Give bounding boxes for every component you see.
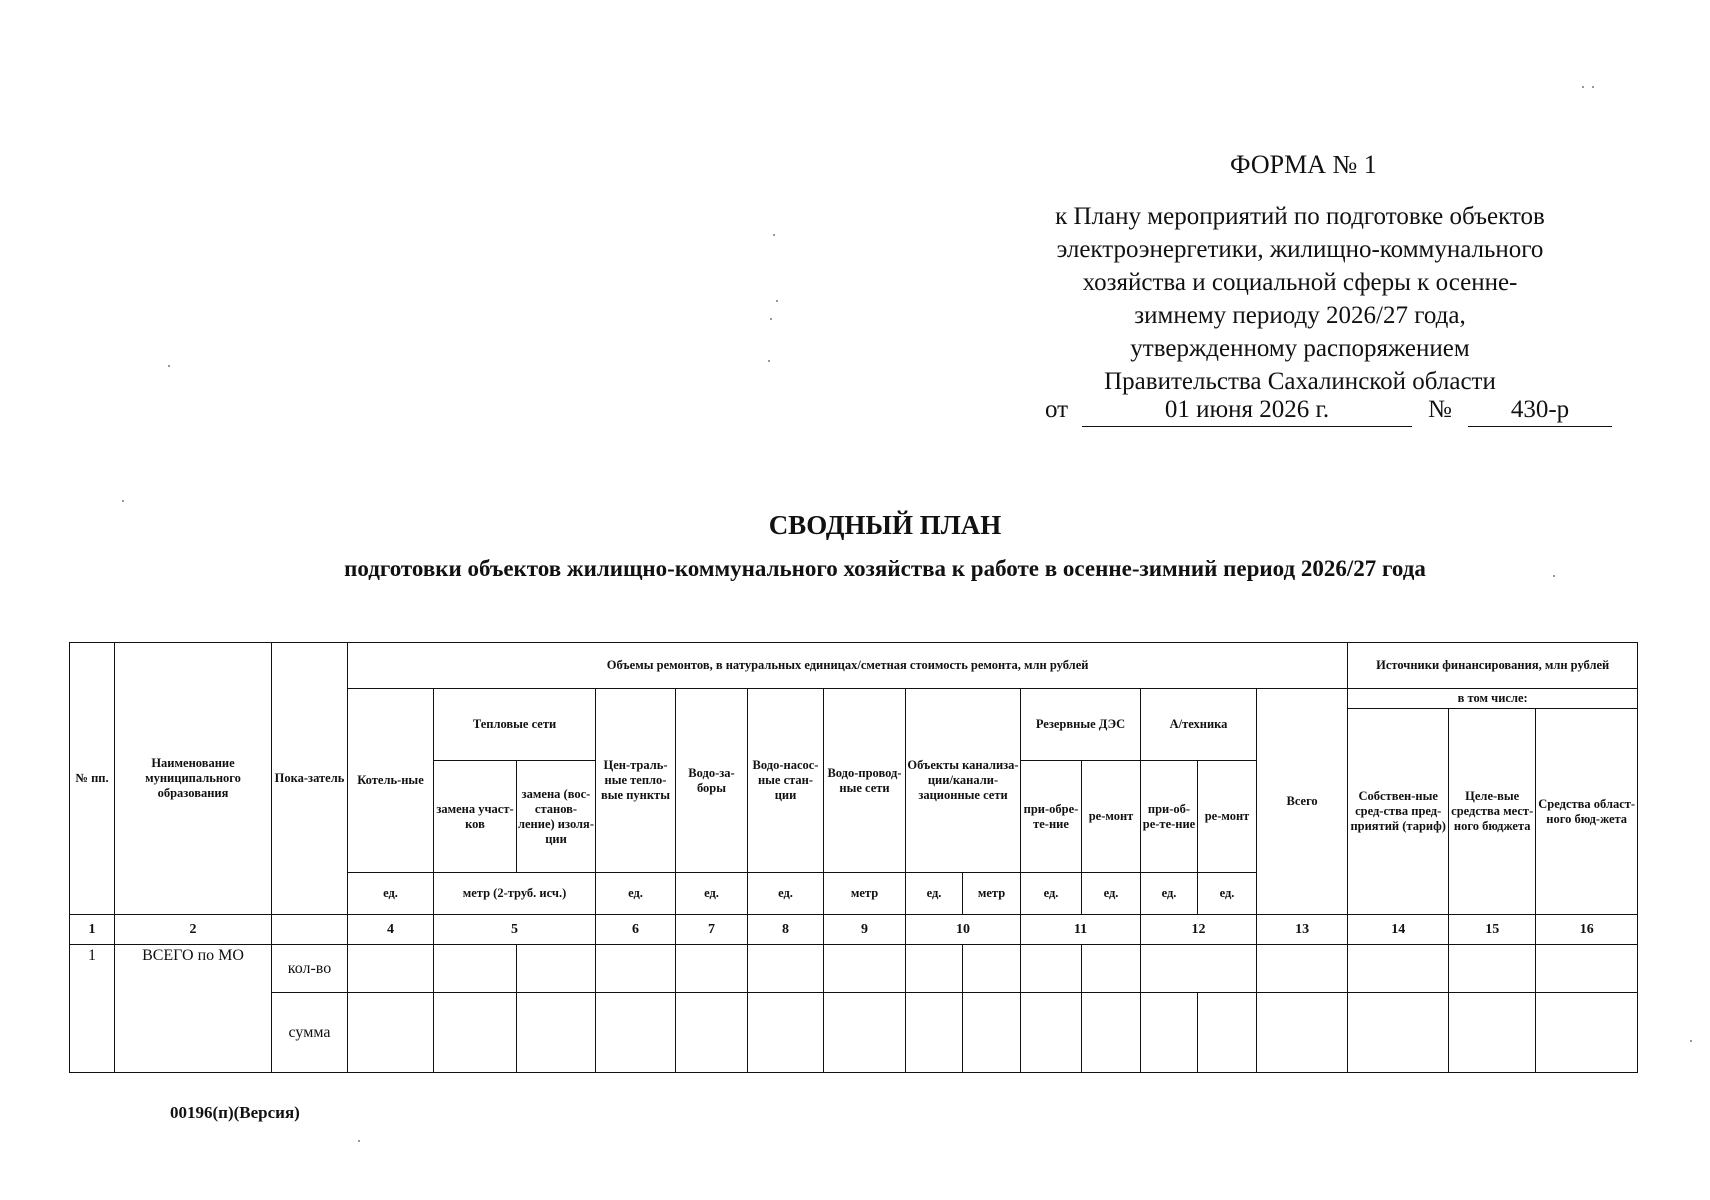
header-including: в том числе: bbox=[1348, 689, 1638, 709]
scan-speck bbox=[358, 1140, 360, 1142]
data-cell bbox=[1021, 993, 1082, 1073]
data-cell bbox=[517, 945, 596, 993]
unit-sewer-objects: ед. bbox=[906, 873, 963, 915]
header-municipality: Наименование муниципального образования bbox=[115, 643, 272, 915]
number-prefix: № bbox=[1428, 396, 1452, 423]
column-number: 11 bbox=[1021, 915, 1141, 945]
data-cell bbox=[1198, 993, 1257, 1073]
header-boilers: Котель-ные bbox=[348, 689, 434, 873]
column-number: 1 bbox=[70, 915, 115, 945]
column-number: 4 bbox=[348, 915, 434, 945]
data-cell bbox=[963, 945, 1021, 993]
data-cell bbox=[1082, 993, 1141, 1073]
form-code: 00196(п)(Версия) bbox=[170, 1103, 300, 1122]
unit-vehicles-acquisition: ед. bbox=[1141, 873, 1198, 915]
column-number: 16 bbox=[1536, 915, 1638, 945]
header-reserve-dpp: Резервные ДЭС bbox=[1021, 689, 1141, 761]
approval-text bbox=[1020, 200, 1580, 398]
data-cell bbox=[824, 993, 906, 1073]
summary-plan-table bbox=[69, 642, 1638, 1073]
header-pump-stations: Водо-насос-ные стан-ции bbox=[748, 689, 824, 873]
data-cell bbox=[1257, 945, 1348, 993]
header-no: № пп. bbox=[70, 643, 115, 915]
column-number: 7 bbox=[676, 915, 748, 945]
data-cell bbox=[1449, 993, 1536, 1073]
unit-water-networks: метр bbox=[824, 873, 906, 915]
header-regional-budget: Средства област-ного бюд-жета bbox=[1536, 709, 1638, 915]
data-cell bbox=[1082, 945, 1141, 993]
document-title: СВОДНЫЙ ПЛАН bbox=[768, 510, 1002, 540]
approval-line: зимнему периоду 2026/27 года, bbox=[1134, 302, 1466, 329]
approval-line: хозяйства и социальной сферы к осенне- bbox=[1082, 269, 1518, 296]
column-number: 13 bbox=[1257, 915, 1348, 945]
header-own-funds: Собствен-ные сред-ства пред-приятий (тариф) bbox=[1348, 709, 1449, 915]
unit-boilers: ед. bbox=[348, 873, 434, 915]
header-vehicles-repair: ре-монт bbox=[1198, 761, 1257, 873]
scan-speck bbox=[770, 318, 772, 320]
scan-speck bbox=[768, 360, 770, 362]
data-cell bbox=[1348, 945, 1449, 993]
indicator-quantity: кол-во bbox=[272, 945, 348, 993]
data-cell bbox=[517, 993, 596, 1073]
header-water-networks: Водо-провод-ные сети bbox=[824, 689, 906, 873]
order-number: 430-р bbox=[1468, 396, 1612, 427]
data-cell bbox=[596, 993, 676, 1073]
date-prefix: от bbox=[1045, 396, 1069, 423]
data-cell bbox=[1257, 993, 1348, 1073]
header-indicator: Пока-затель bbox=[272, 643, 348, 915]
scan-speck bbox=[168, 365, 170, 367]
scan-speck bbox=[776, 300, 778, 302]
header-local-budget: Целе-вые средства мест-ного бюджета bbox=[1449, 709, 1536, 915]
data-cell bbox=[676, 945, 748, 993]
approval-line: утвержденному распоряжением bbox=[1130, 335, 1470, 362]
header-vehicles: А/техника bbox=[1141, 689, 1257, 761]
approval-line: Правительства Сахалинской области bbox=[1104, 368, 1496, 395]
scan-speck bbox=[1582, 86, 1584, 88]
header-sewer-objects: Объекты канализа-ции/канали-зационные сети bbox=[906, 689, 1021, 873]
header-dpp-acquisition: при-обре-те-ние bbox=[1021, 761, 1082, 873]
header-total: Всего bbox=[1257, 689, 1348, 915]
data-cell bbox=[1141, 945, 1257, 993]
scan-speck bbox=[1592, 86, 1594, 88]
indicator-sum: сумма bbox=[272, 993, 348, 1073]
data-cell bbox=[963, 993, 1021, 1073]
data-cell bbox=[348, 993, 434, 1073]
header-vehicles-acquisition: при-об-ре-те-ние bbox=[1141, 761, 1198, 873]
column-number: 2 bbox=[115, 915, 272, 945]
data-cell bbox=[1536, 993, 1638, 1073]
header-heat-replace-sections: замена участ-ков bbox=[434, 761, 517, 873]
header-funding-sources: Источники финансирования, млн рублей bbox=[1348, 643, 1638, 689]
data-cell bbox=[676, 993, 748, 1073]
data-cell bbox=[748, 945, 824, 993]
municipality-name: ВСЕГО по МО bbox=[115, 945, 272, 1073]
data-cell bbox=[906, 993, 963, 1073]
unit-central-heat: ед. bbox=[596, 873, 676, 915]
data-cell bbox=[596, 945, 676, 993]
order-reference bbox=[1040, 396, 1620, 430]
data-cell bbox=[748, 993, 824, 1073]
column-number bbox=[272, 915, 348, 945]
data-cell bbox=[1348, 993, 1449, 1073]
unit-dpp-repair: ед. bbox=[1082, 873, 1141, 915]
table-row bbox=[70, 993, 1638, 1073]
unit-pump-stations: ед. bbox=[748, 873, 824, 915]
header-heat-insulation: замена (вос-станов-ление) изоля-ции bbox=[517, 761, 596, 873]
approval-line: электроэнергетики, жилищно-коммунального bbox=[1056, 236, 1544, 263]
order-date: 01 июня 2026 г. bbox=[1082, 396, 1412, 427]
scan-speck bbox=[773, 234, 775, 236]
data-cell bbox=[1449, 945, 1536, 993]
header-central-heat-points: Цен-траль-ные тепло-вые пункты bbox=[596, 689, 676, 873]
data-cell bbox=[348, 945, 434, 993]
row-number: 1 bbox=[70, 945, 115, 1073]
document-subtitle: подготовки объектов жилищно-коммунального хозяйства к работе в осенне-зимний период 2026/27 года bbox=[344, 556, 1426, 581]
data-cell bbox=[1141, 993, 1198, 1073]
unit-dpp-acquisition: ед. bbox=[1021, 873, 1082, 915]
scan-speck bbox=[122, 500, 124, 502]
scan-speck bbox=[1690, 1040, 1692, 1042]
column-number: 14 bbox=[1348, 915, 1449, 945]
header-water-intakes: Водо-за-боры bbox=[676, 689, 748, 873]
column-number: 5 bbox=[434, 915, 596, 945]
column-number: 10 bbox=[906, 915, 1021, 945]
unit-sewer-networks: метр bbox=[963, 873, 1021, 915]
unit-heat-networks: метр (2-труб. исч.) bbox=[434, 873, 596, 915]
data-cell bbox=[434, 993, 517, 1073]
column-number: 9 bbox=[824, 915, 906, 945]
approval-line: к Плану мероприятий по подготовке объектов bbox=[1055, 203, 1545, 230]
unit-water-intake: ед. bbox=[676, 873, 748, 915]
data-cell bbox=[1021, 945, 1082, 993]
header-heat-networks: Тепловые сети bbox=[434, 689, 596, 761]
data-cell bbox=[906, 945, 963, 993]
unit-vehicles-repair: ед. bbox=[1198, 873, 1257, 915]
header-dpp-repair: ре-монт bbox=[1082, 761, 1141, 873]
form-label: ФОРМА № 1 bbox=[1230, 150, 1377, 179]
column-number: 6 bbox=[596, 915, 676, 945]
header-repair-volumes: Объемы ремонтов, в натуральных единицах/сметная стоимость ремонта, млн рублей bbox=[348, 643, 1348, 689]
data-cell bbox=[434, 945, 517, 993]
data-cell bbox=[1536, 945, 1638, 993]
column-number: 12 bbox=[1141, 915, 1257, 945]
column-number: 8 bbox=[748, 915, 824, 945]
table-row bbox=[70, 945, 1638, 993]
data-cell bbox=[824, 945, 906, 993]
column-number: 15 bbox=[1449, 915, 1536, 945]
